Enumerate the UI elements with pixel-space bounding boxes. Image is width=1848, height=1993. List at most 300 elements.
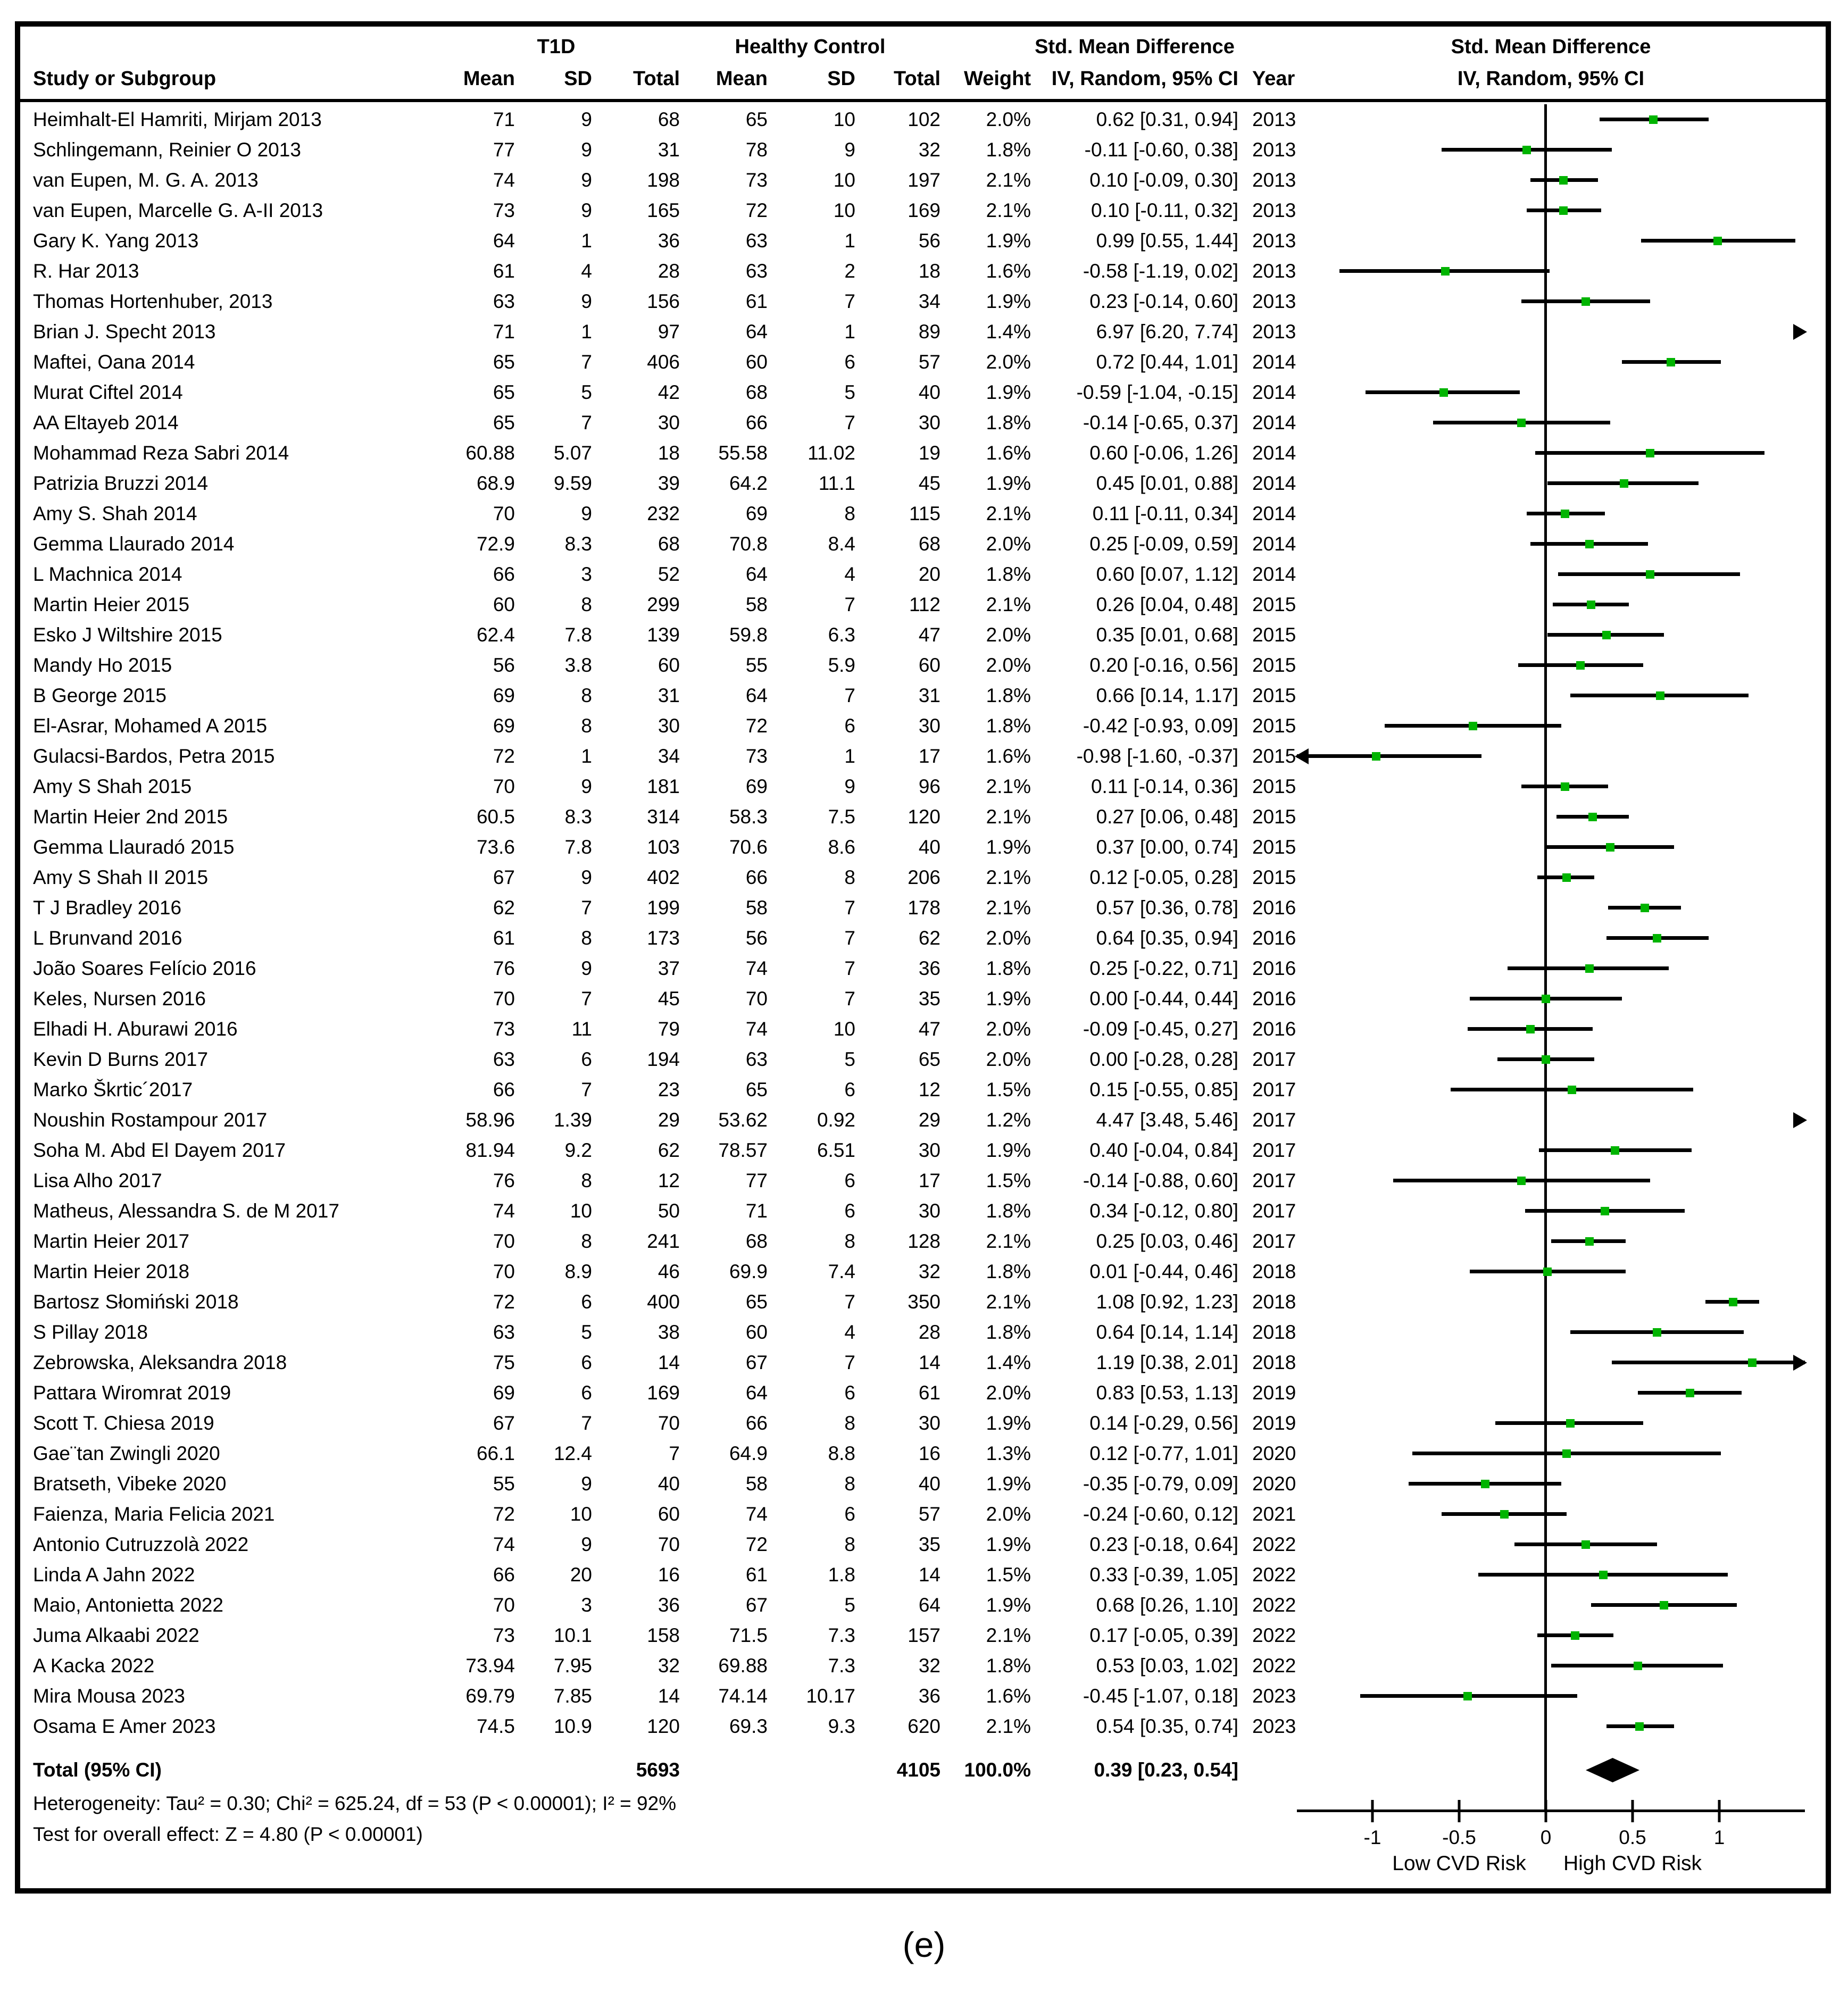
- t1d-total: 30: [657, 714, 680, 737]
- study-year: 2019: [1252, 1381, 1296, 1404]
- t1d-mean: 72: [493, 1290, 515, 1313]
- forest-row-plot: [1297, 529, 1805, 559]
- hc-total: 57: [918, 1503, 940, 1525]
- hc-total: 115: [909, 502, 940, 524]
- effect-marker: [1660, 1601, 1668, 1610]
- t1d-mean: 65: [493, 411, 515, 433]
- study-name: Bartosz Słomiński 2018: [33, 1290, 239, 1313]
- forest-row-plot: [1297, 1317, 1805, 1347]
- study-year: 2021: [1252, 1503, 1296, 1525]
- study-name: Martin Heier 2018: [33, 1260, 190, 1282]
- t1d-total: 29: [657, 1108, 680, 1131]
- t1d-sd: 8: [581, 684, 592, 706]
- hc-total: 620: [908, 1715, 940, 1737]
- effect-marker: [1542, 1055, 1550, 1064]
- t1d-sd: 5.07: [553, 441, 592, 464]
- forest-row-plot: [1297, 559, 1805, 589]
- study-row: [20, 377, 1826, 407]
- hc-sd: 7: [844, 987, 855, 1010]
- study-year: 2016: [1252, 927, 1296, 949]
- study-name: Elhadi H. Aburawi 2016: [33, 1018, 238, 1040]
- hc-mean: 53.62: [718, 1108, 768, 1131]
- hc-sd: 7: [844, 684, 855, 706]
- hc-sd: 11.02: [808, 441, 855, 464]
- study-weight: 1.8%: [986, 563, 1031, 585]
- study-row: [20, 893, 1826, 923]
- effect-marker: [1729, 1298, 1737, 1306]
- column-header-weight: Weight: [964, 67, 1031, 90]
- study-year: 2023: [1252, 1715, 1296, 1737]
- study-row: [20, 650, 1826, 680]
- plot-title-line1: Std. Mean Difference: [1451, 35, 1651, 58]
- study-year: 2013: [1252, 169, 1296, 191]
- t1d-mean: 70: [493, 502, 515, 524]
- t1d-sd: 8: [581, 1230, 592, 1252]
- t1d-sd: 1: [581, 745, 592, 767]
- effect-marker: [1559, 206, 1568, 215]
- study-weight: 2.1%: [986, 1230, 1031, 1252]
- hc-total: 14: [918, 1563, 940, 1586]
- hc-mean: 59.8: [729, 623, 768, 646]
- forest-row-plot: [1297, 1408, 1805, 1438]
- study-weight: 2.0%: [986, 654, 1031, 676]
- study-row: [20, 1347, 1826, 1378]
- study-row: [20, 1650, 1826, 1681]
- hc-sd: 5: [844, 1594, 855, 1616]
- hc-sd: 8: [844, 866, 855, 888]
- study-row: [20, 195, 1826, 226]
- forest-row-plot: [1297, 1499, 1805, 1529]
- t1d-mean: 70: [493, 1260, 515, 1282]
- t1d-total: 31: [657, 684, 680, 706]
- hc-total: 169: [908, 199, 940, 221]
- effect-marker: [1641, 904, 1649, 912]
- heterogeneity-text: Heterogeneity: Tau² = 0.30; Chi² = 625.24, df = 53 (P < 0.00001); I² = 92%: [33, 1792, 677, 1814]
- t1d-total: 50: [657, 1199, 680, 1222]
- hc-total: 14: [918, 1351, 940, 1373]
- hc-mean: 55.58: [718, 441, 768, 464]
- hc-total: 89: [918, 320, 940, 343]
- study-weight: 1.6%: [986, 441, 1031, 464]
- hc-sd: 6: [844, 1169, 855, 1191]
- hc-total: 40: [918, 836, 940, 858]
- t1d-total: 97: [657, 320, 680, 343]
- t1d-total: 42: [657, 381, 680, 403]
- effect-marker: [1562, 873, 1571, 882]
- t1d-mean: 72.9: [476, 532, 515, 555]
- effect-marker: [1667, 358, 1675, 366]
- t1d-sd: 3: [581, 1594, 592, 1616]
- effect-marker: [1646, 449, 1654, 457]
- study-rows: [20, 104, 1826, 1741]
- total-hc-n: 4105: [896, 1759, 940, 1781]
- hc-mean: 64.9: [729, 1442, 768, 1464]
- t1d-total: 52: [657, 563, 680, 585]
- forest-row-plot: [1297, 1014, 1805, 1044]
- t1d-sd: 11: [571, 1018, 592, 1040]
- study-name: Zebrowska, Aleksandra 2018: [33, 1351, 287, 1373]
- study-weight: 1.4%: [986, 1351, 1031, 1373]
- hc-total: 112: [909, 593, 940, 615]
- hc-total: 96: [918, 775, 940, 797]
- hc-mean: 66: [745, 411, 768, 433]
- t1d-sd: 9: [581, 866, 592, 888]
- forest-row-plot: [1297, 1226, 1805, 1256]
- hc-sd: 7: [844, 411, 855, 433]
- effect-marker: [1748, 1358, 1757, 1367]
- study-weight: 2.0%: [986, 1381, 1031, 1404]
- total-plot-cell: [1297, 1754, 1805, 1786]
- study-ci-text: 0.57 [0.36, 0.78]: [1096, 896, 1238, 919]
- t1d-mean: 70: [493, 987, 515, 1010]
- study-year: 2015: [1252, 805, 1296, 828]
- t1d-mean: 74.5: [476, 1715, 515, 1737]
- study-year: 2015: [1252, 714, 1296, 737]
- study-weight: 2.1%: [986, 1624, 1031, 1646]
- axis-tick-label: -0.5: [1442, 1827, 1476, 1848]
- study-ci-text: 0.66 [0.14, 1.17]: [1096, 684, 1238, 706]
- t1d-sd: 8: [581, 714, 592, 737]
- study-row: [20, 680, 1826, 711]
- effect-marker: [1634, 1662, 1642, 1670]
- effect-marker: [1469, 722, 1477, 730]
- effect-marker: [1585, 540, 1594, 548]
- t1d-total: 32: [657, 1654, 680, 1677]
- hc-sd: 8.4: [828, 532, 855, 555]
- t1d-mean: 81.94: [465, 1139, 515, 1161]
- study-year: 2014: [1252, 381, 1296, 403]
- t1d-mean: 63: [493, 1048, 515, 1070]
- study-row: [20, 953, 1826, 983]
- study-row: [20, 1499, 1826, 1529]
- study-year: 2015: [1252, 684, 1296, 706]
- hc-total: 16: [918, 1442, 940, 1464]
- hc-total: 60: [918, 654, 940, 676]
- hc-total: 128: [908, 1230, 940, 1252]
- hc-sd: 6.3: [828, 623, 855, 646]
- forest-row-plot: [1297, 1469, 1805, 1499]
- t1d-mean: 67: [493, 1412, 515, 1434]
- study-row: [20, 589, 1826, 620]
- forest-row-plot: [1297, 1681, 1805, 1711]
- hc-total: 40: [918, 1472, 940, 1495]
- hc-total: 34: [918, 290, 940, 312]
- t1d-sd: 6: [581, 1048, 592, 1070]
- hc-mean: 69: [745, 502, 768, 524]
- forest-row-plot: [1297, 286, 1805, 316]
- t1d-total: 38: [657, 1321, 680, 1343]
- study-name: Scott T. Chiesa 2019: [33, 1412, 214, 1434]
- axis-label-low-risk: Low CVD Risk: [1392, 1852, 1526, 1875]
- study-row: [20, 286, 1826, 316]
- effect-marker: [1562, 1449, 1571, 1458]
- t1d-sd: 20: [570, 1563, 592, 1586]
- study-name: Gary K. Yang 2013: [33, 229, 199, 252]
- study-year: 2022: [1252, 1654, 1296, 1677]
- study-name: T J Bradley 2016: [33, 896, 182, 919]
- axis-tick: [1371, 1800, 1374, 1822]
- t1d-sd: 9: [581, 199, 592, 221]
- study-year: 2015: [1252, 836, 1296, 858]
- t1d-total: 156: [647, 290, 680, 312]
- forest-row-plot: [1297, 135, 1805, 165]
- t1d-sd: 8: [581, 593, 592, 615]
- t1d-total: 36: [657, 229, 680, 252]
- hc-sd: 8: [844, 1412, 855, 1434]
- axis-tick: [1718, 1800, 1721, 1822]
- study-weight: 2.0%: [986, 1048, 1031, 1070]
- forest-row-plot: [1297, 953, 1805, 983]
- study-row: [20, 226, 1826, 256]
- smd-column-title: Std. Mean Difference: [1035, 35, 1235, 58]
- t1d-sd: 10: [570, 1199, 592, 1222]
- study-name: Brian J. Specht 2013: [33, 320, 216, 343]
- study-row: [20, 135, 1826, 165]
- study-ci-text: 0.62 [0.31, 0.94]: [1096, 108, 1238, 130]
- t1d-mean: 74: [493, 1533, 515, 1555]
- hc-mean: 78: [745, 138, 768, 161]
- study-name: L Machnica 2014: [33, 563, 182, 585]
- study-ci-text: 0.25 [-0.22, 0.71]: [1089, 957, 1238, 979]
- header-divider: [20, 99, 1826, 102]
- hc-mean: 66: [745, 866, 768, 888]
- column-header-year: Year: [1252, 67, 1295, 90]
- t1d-sd: 7: [581, 411, 592, 433]
- effect-marker: [1576, 661, 1585, 670]
- t1d-mean: 60.88: [465, 441, 515, 464]
- t1d-total: 165: [647, 199, 680, 221]
- study-weight: 2.0%: [986, 351, 1031, 373]
- t1d-total: 173: [647, 927, 680, 949]
- hc-mean: 61: [745, 290, 768, 312]
- t1d-total: 103: [647, 836, 680, 858]
- t1d-mean: 73.94: [465, 1654, 515, 1677]
- t1d-mean: 75: [493, 1351, 515, 1373]
- study-name: Mohammad Reza Sabri 2014: [33, 441, 289, 464]
- t1d-mean: 64: [493, 229, 515, 252]
- effect-marker: [1585, 964, 1594, 973]
- hc-total: 62: [918, 927, 940, 949]
- study-ci-text: -0.58 [-1.19, 0.02]: [1083, 260, 1238, 282]
- t1d-total: 14: [657, 1351, 680, 1373]
- study-weight: 1.8%: [986, 138, 1031, 161]
- study-ci-text: -0.14 [-0.65, 0.37]: [1083, 411, 1238, 433]
- study-year: 2022: [1252, 1594, 1296, 1616]
- t1d-mean: 76: [493, 1169, 515, 1191]
- study-weight: 2.0%: [986, 1503, 1031, 1525]
- study-ci-text: 0.45 [0.01, 0.88]: [1096, 472, 1238, 494]
- t1d-sd: 10.9: [553, 1715, 592, 1737]
- study-ci-text: 0.11 [-0.11, 0.34]: [1092, 502, 1238, 524]
- hc-total: 178: [908, 896, 940, 919]
- study-name: Pattara Wiromrat 2019: [33, 1381, 231, 1404]
- study-ci-text: -0.14 [-0.88, 0.60]: [1083, 1169, 1238, 1191]
- study-row: [20, 1287, 1826, 1317]
- hc-sd: 7: [844, 1351, 855, 1373]
- study-ci-text: -0.59 [-1.04, -0.15]: [1076, 381, 1238, 403]
- hc-mean: 67: [745, 1594, 768, 1616]
- study-year: 2016: [1252, 1018, 1296, 1040]
- hc-mean: 64: [745, 563, 768, 585]
- t1d-sd: 9: [581, 138, 592, 161]
- forest-row-plot: [1297, 650, 1805, 680]
- total-t1d-n: 5693: [636, 1759, 680, 1781]
- t1d-sd: 3: [581, 563, 592, 585]
- study-year: 2013: [1252, 229, 1296, 252]
- hc-sd: 6: [844, 1078, 855, 1100]
- study-name: Maio, Antonietta 2022: [33, 1594, 223, 1616]
- hc-mean: 58: [745, 593, 768, 615]
- t1d-sd: 8: [581, 1169, 592, 1191]
- t1d-sd: 1.39: [553, 1108, 592, 1131]
- t1d-sd: 7: [581, 987, 592, 1010]
- study-year: 2017: [1252, 1199, 1296, 1222]
- hc-mean: 74: [745, 1503, 768, 1525]
- t1d-mean: 67: [493, 866, 515, 888]
- forest-row-plot: [1297, 1529, 1805, 1560]
- forest-row-plot: [1297, 195, 1805, 226]
- arrow-right-icon: [1793, 1355, 1807, 1371]
- study-row: [20, 1105, 1826, 1135]
- hc-mean: 73: [745, 169, 768, 191]
- hc-sd: 1.8: [828, 1563, 855, 1586]
- hc-mean: 58.3: [729, 805, 768, 828]
- study-ci-text: 0.12 [-0.77, 1.01]: [1089, 1442, 1238, 1464]
- effect-marker: [1653, 1328, 1661, 1337]
- effect-marker: [1656, 691, 1664, 700]
- study-row: [20, 1378, 1826, 1408]
- hc-sd: 1: [844, 320, 855, 343]
- study-ci-text: 0.23 [-0.18, 0.64]: [1089, 1533, 1238, 1555]
- study-name: Martin Heier 2nd 2015: [33, 805, 228, 828]
- study-weight: 1.5%: [986, 1563, 1031, 1586]
- study-weight: 2.0%: [986, 927, 1031, 949]
- hc-mean: 70: [745, 987, 768, 1010]
- study-row: [20, 1681, 1826, 1711]
- hc-total: 17: [918, 1169, 940, 1191]
- hc-mean: 78.57: [718, 1139, 768, 1161]
- t1d-mean: 70: [493, 775, 515, 797]
- hc-mean: 73: [745, 745, 768, 767]
- study-name: R. Har 2013: [33, 260, 139, 282]
- effect-marker: [1601, 1207, 1609, 1215]
- hc-sd: 9: [844, 138, 855, 161]
- study-year: 2015: [1252, 775, 1296, 797]
- t1d-mean: 68.9: [476, 472, 515, 494]
- hc-mean: 64: [745, 1381, 768, 1404]
- forest-row-plot: [1297, 1044, 1805, 1074]
- study-name: Thomas Hortenhuber, 2013: [33, 290, 273, 312]
- t1d-sd: 4: [581, 260, 592, 282]
- study-weight: 1.9%: [986, 987, 1031, 1010]
- study-year: 2019: [1252, 1412, 1296, 1434]
- column-header-hc-total: Total: [894, 67, 940, 90]
- study-weight: 1.9%: [986, 1594, 1031, 1616]
- t1d-total: 45: [657, 987, 680, 1010]
- hc-sd: 6: [844, 1199, 855, 1222]
- hc-sd: 7: [844, 1290, 855, 1313]
- hc-mean: 63: [745, 229, 768, 252]
- hc-sd: 10: [833, 1018, 855, 1040]
- study-ci-text: 0.23 [-0.14, 0.60]: [1089, 290, 1238, 312]
- study-row: [20, 256, 1826, 286]
- study-year: 2016: [1252, 896, 1296, 919]
- study-year: 2018: [1252, 1260, 1296, 1282]
- study-weight: 1.9%: [986, 1472, 1031, 1495]
- forest-row-plot: [1297, 802, 1805, 832]
- effect-marker: [1439, 388, 1448, 397]
- study-weight: 2.1%: [986, 805, 1031, 828]
- study-ci-text: -0.98 [-1.60, -0.37]: [1076, 745, 1238, 767]
- hc-mean: 67: [745, 1351, 768, 1373]
- t1d-mean: 65: [493, 381, 515, 403]
- t1d-sd: 5: [581, 381, 592, 403]
- hc-sd: 5: [844, 381, 855, 403]
- study-year: 2014: [1252, 502, 1296, 524]
- study-name: Gemma Llauradó 2015: [33, 836, 235, 858]
- study-name: Linda A Jahn 2022: [33, 1563, 195, 1586]
- t1d-sd: 8.3: [564, 805, 592, 828]
- study-row: [20, 1438, 1826, 1469]
- forest-row-plot: [1297, 741, 1805, 771]
- t1d-sd: 7.95: [553, 1654, 592, 1677]
- hc-total: 47: [918, 623, 940, 646]
- t1d-sd: 5: [581, 1321, 592, 1343]
- study-name: Keles, Nursen 2016: [33, 987, 206, 1010]
- hc-total: 32: [918, 1654, 940, 1677]
- column-header-hc-sd: SD: [827, 67, 855, 90]
- hc-sd: 9.3: [828, 1715, 855, 1737]
- study-row: [20, 1529, 1826, 1560]
- hc-mean: 69.3: [729, 1715, 768, 1737]
- t1d-mean: 66: [493, 1563, 515, 1586]
- t1d-sd: 7.8: [564, 836, 592, 858]
- study-ci-text: 0.10 [-0.11, 0.32]: [1091, 199, 1238, 221]
- hc-mean: 72: [745, 1533, 768, 1555]
- study-row: [20, 1165, 1826, 1196]
- t1d-mean: 70: [493, 1230, 515, 1252]
- study-weight: 1.9%: [986, 836, 1031, 858]
- study-ci-text: 0.64 [0.35, 0.94]: [1096, 927, 1238, 949]
- total-ci-text: 0.39 [0.23, 0.54]: [1094, 1759, 1238, 1781]
- t1d-total: 68: [657, 532, 680, 555]
- study-row: [20, 771, 1826, 802]
- study-row: [20, 1074, 1826, 1105]
- study-name: Schlingemann, Reinier O 2013: [33, 138, 301, 161]
- effect-marker: [1585, 1237, 1594, 1246]
- effect-marker: [1635, 1722, 1644, 1731]
- study-name: AA Eltayeb 2014: [33, 411, 179, 433]
- study-ci-text: 0.60 [-0.06, 1.26]: [1089, 441, 1238, 464]
- hc-sd: 1: [844, 745, 855, 767]
- axis-tick: [1631, 1800, 1634, 1822]
- study-ci-text: 0.17 [-0.05, 0.39]: [1089, 1624, 1238, 1646]
- forest-row-plot: [1297, 104, 1805, 135]
- t1d-sd: 10: [570, 1503, 592, 1525]
- study-year: 2023: [1252, 1685, 1296, 1707]
- hc-sd: 7.3: [828, 1654, 855, 1677]
- axis-tick-label: 0.5: [1619, 1827, 1646, 1848]
- t1d-sd: 1: [581, 320, 592, 343]
- forest-row-plot: [1297, 256, 1805, 286]
- study-name: Mandy Ho 2015: [33, 654, 172, 676]
- study-weight: 1.8%: [986, 1321, 1031, 1343]
- study-name: van Eupen, Marcelle G. A-II 2013: [33, 199, 323, 221]
- study-ci-text: 0.01 [-0.44, 0.46]: [1089, 1260, 1238, 1282]
- t1d-total: 120: [647, 1715, 680, 1737]
- t1d-mean: 69: [493, 714, 515, 737]
- study-row: [20, 407, 1826, 438]
